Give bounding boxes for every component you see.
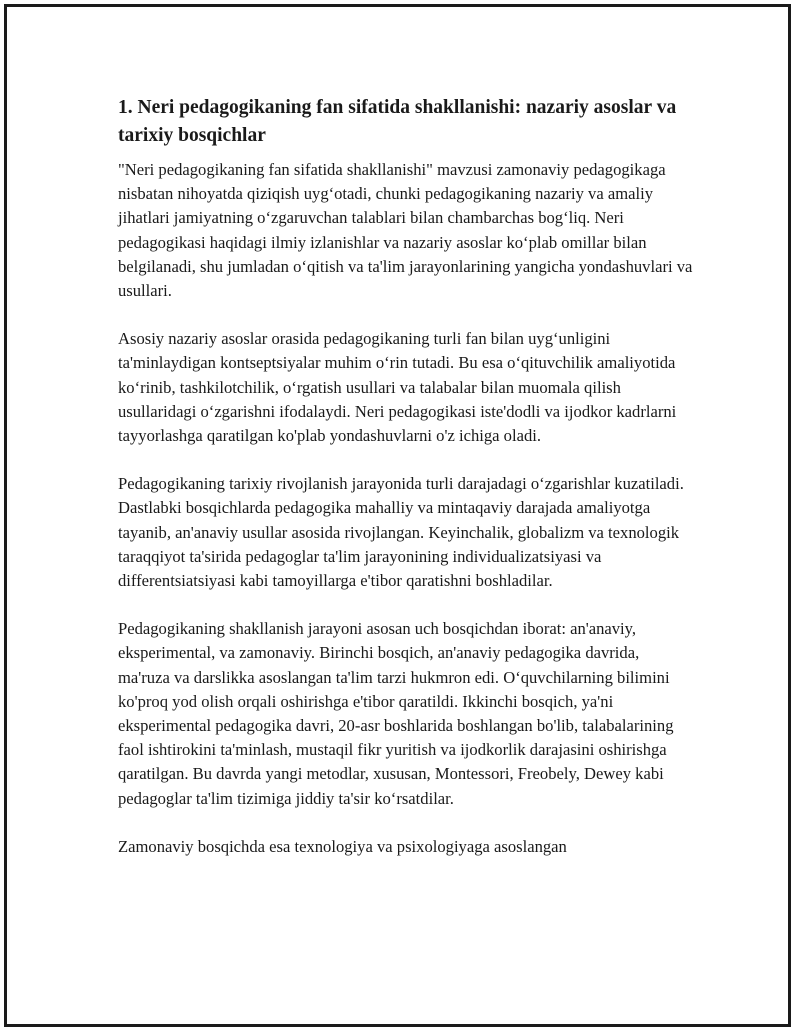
- document-title: 1. Neri pedagogikaning fan sifatida shakllanishi: nazariy asoslar va tarixiy bosqichlar: [118, 97, 677, 146]
- document-body: [118, 94, 693, 883]
- paragraph-1: "Neri pedagogikaning fan sifatida shakllanishi" mavzusi zamonaviy pedagogikaga nisbatan nihoyatda qiziqish uyg‘otadi, chunki pedagogikaning nazariy va amaliy jihatlari jamiyatning o‘zgaruvchan talablari bilan chambarchas bog‘liq. Neri pedagogikasi haqidagi ilmiy izlanishlar va nazariy asoslar ko‘plab omillar bilan belgilanadi, shu jumladan o‘qitish va ta'lim jarayonlarining yangicha yondashuvlari va usullari.: [118, 160, 693, 301]
- paragraph-4: Pedagogikaning shakllanish jarayoni asosan uch bosqichdan iborat: an'anaviy, eksperimental, va zamonaviy. Birinchi bosqich, an'anaviy pedagogika davrida, ma'ruza va darslikka asoslangan ta'lim tarzi hukmron edi. O‘quvchilarning bilimini ko'proq yod olish orqali oshirishga e'tibor qaratildi. Ikkinchi bosqich, ya'ni eksperimental pedagogika davri, 20-asr boshlarida boshlangan bo'lib, talabalarining faol ishtirokini ta'minlash, mustaqil fikr yuritish va ijodkorlik darajasini oshirishga qaratilgan. Bu davrda yangi metodlar, xususan, Montessori, Freobely, Dewey kabi pedagoglar ta'lim tizimiga jiddiy ta'sir ko‘rsatdilar.: [118, 619, 674, 808]
- paragraph-3: Pedagogikaning tarixiy rivojlanish jarayonida turli darajadagi o‘zgarishlar kuzatiladi. Dastlabki bosqichlarda pedagogika mahalliy va mintaqaviy darajada amaliyotga tayanib, an'anaviy usullar asosida rivojlangan. Keyinchalik, globalizm va texnologik taraqqiyot ta'sirida pedagoglar ta'lim jarayonining individualizatsiyasi va differentsiatsiyasi kabi tamoyillarga e'tibor qaratishni boshladilar.: [118, 474, 684, 591]
- paragraph-5: Zamonaviy bosqichda esa texnologiya va psixologiyaga asoslangan: [118, 836, 567, 856]
- paragraph-2: Asosiy nazariy asoslar orasida pedagogikaning turli fan bilan uyg‘unligini ta'minlaydigan kontseptsiyalar muhim o‘rin tutadi. Bu esa o‘qituvchilik amaliyotida ko‘rinib, tashkilotchilik, o‘rgatish usullari va talabalar bilan muomala qilish usullaridagi o‘zgarishni ifodalaydi. Neri pedagogikasi iste'dodli va ijodkor kadrlarni tayyorlashga qaratilgan ko'plab yondashuvlarni o'z ichiga oladi.: [118, 329, 677, 446]
